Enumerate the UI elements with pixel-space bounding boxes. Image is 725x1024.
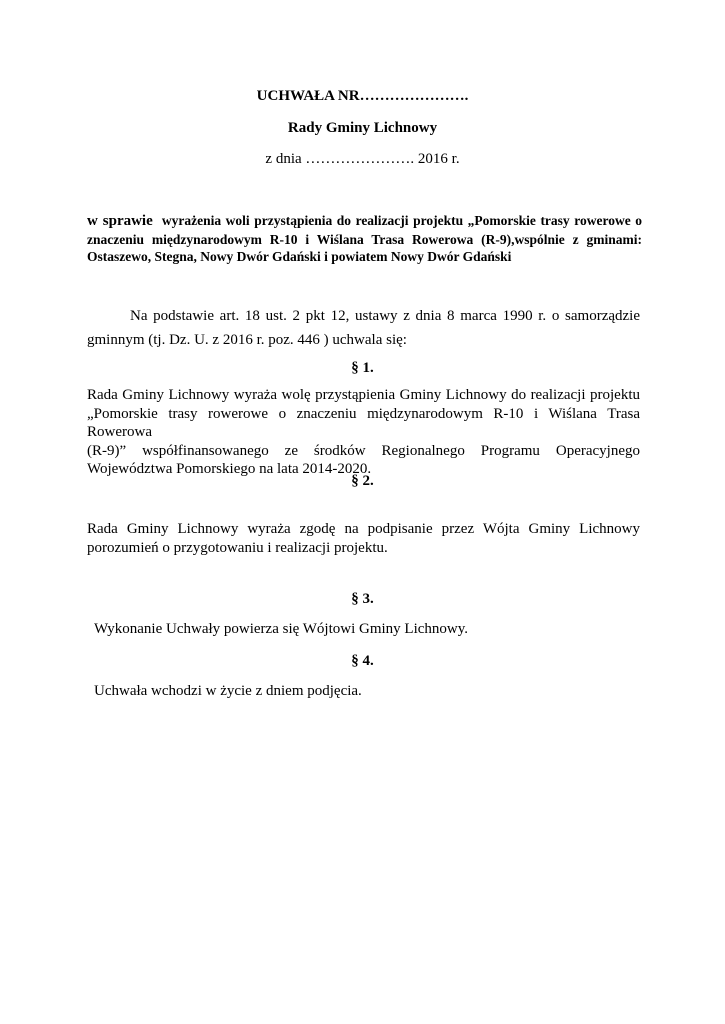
section-1-line: (R-9)” współfinansowanego ze środków Regionalnego Programu Operacyjnego (87, 442, 640, 459)
section-1-heading: § 1. (351, 360, 374, 376)
section-3-body: Wykonanie Uchwały powierza się Wójtowi Gminy Lichnowy. (94, 621, 469, 637)
section-1-line: Województwa Pomorskiego na lata 2014-2020. (87, 461, 372, 477)
section-4-body: Uchwała wchodzi w życie z dniem podjęcia. (94, 683, 362, 699)
subject-lead: w sprawie (87, 213, 153, 229)
section-1-line: „Pomorskie trasy rowerowe o znaczeniu międzynarodowym R-10 i Wiślana Trasa Rowerowa (87, 405, 640, 440)
section-2-line: porozumień o przygotowaniu i realizacji projektu. (87, 539, 388, 556)
resolution-subject (87, 212, 642, 266)
section-2-heading: § 2. (351, 473, 374, 489)
section-4-heading: § 4. (351, 653, 374, 669)
resolution-date: z dnia …………………. 2016 r. (265, 151, 460, 167)
council-name: Rady Gminy Lichnowy (287, 120, 438, 136)
legal-basis-line-2: gminnym (tj. Dz. U. z 2016 r. poz. 446 ) uchwala się: (87, 332, 407, 348)
section-1-body (87, 386, 640, 479)
section-1-line: Rada Gminy Lichnowy wyraża wolę przystąpienia Gminy Lichnowy do realizacji projektu (87, 387, 640, 403)
section-2-line: Rada Gminy Lichnowy wyraża zgodę na podpisanie przez Wójta Gminy Lichnowy (87, 521, 640, 537)
resolution-title: UCHWAŁA NR…………………. (256, 88, 469, 104)
section-3-heading: § 3. (351, 591, 374, 607)
subject-line-3: Ostaszewo, Stegna, Nowy Dwór Gdański i powiatem Nowy Dwór Gdański (87, 249, 512, 264)
section-2-body (87, 520, 640, 557)
subject-line-2: znaczeniu międzynarodowym R-10 i Wiślana Trasa Rowerowa (R-9),wspólnie z gminami: (87, 231, 642, 247)
subject-line-1: wyrażenia woli przystąpienia do realizacji projektu „Pomorskie trasy rowerowe o (161, 213, 643, 228)
legal-basis-line-1: Na podstawie art. 18 ust. 2 pkt 12, ustawy z dnia 8 marca 1990 r. o samorządzie (130, 308, 640, 324)
